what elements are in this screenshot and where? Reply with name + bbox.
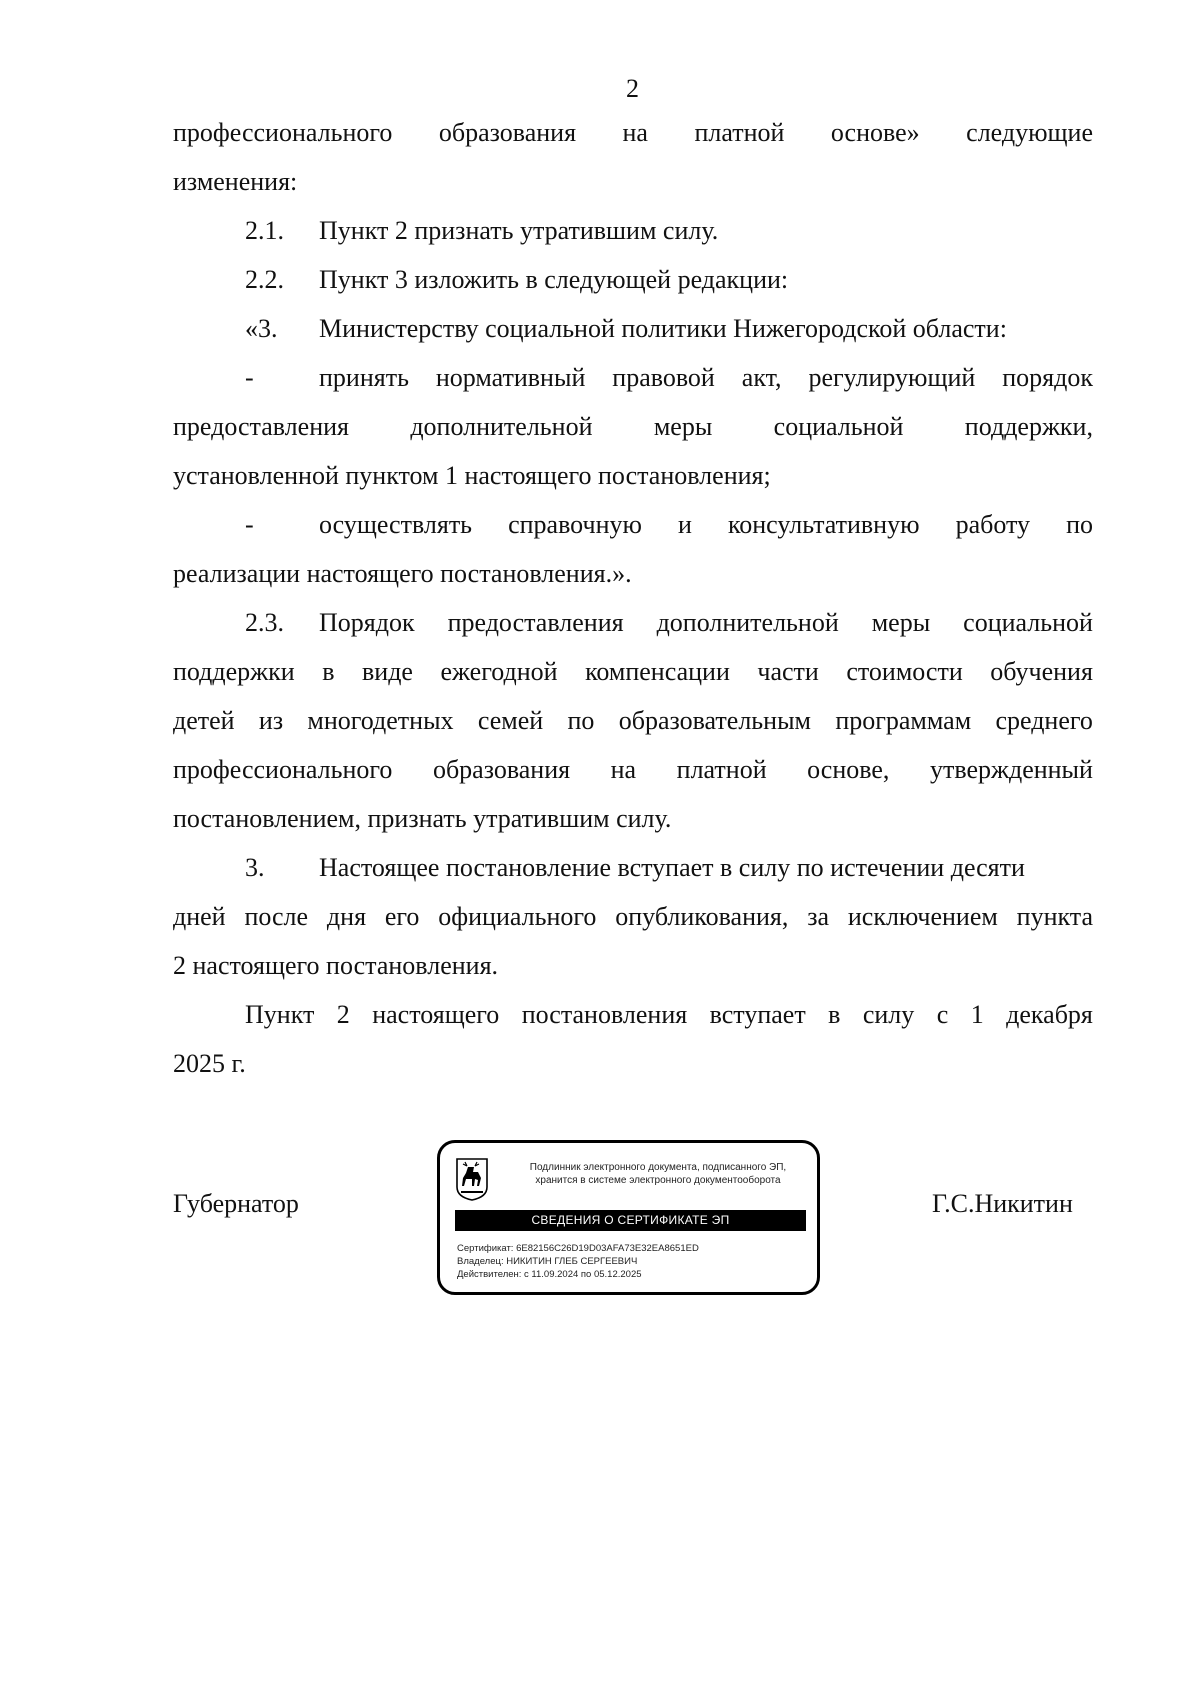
word: дней (173, 902, 226, 931)
word: дня (326, 902, 367, 931)
word: пункта (1016, 902, 1093, 931)
word: профессионального (173, 118, 393, 147)
item-text: Настоящее постановление вступает в силу по истечении десяти (319, 853, 1025, 882)
word: исключением (847, 902, 998, 931)
stamp-note: Подлинник электронного документа, подписанного ЭП, хранится в системе электронного документооборота (529, 1162, 787, 1186)
word: по (1066, 510, 1093, 539)
item-number: «3. (245, 314, 278, 343)
word: детей (173, 706, 235, 735)
word: программам (835, 706, 972, 735)
quoted-item-3 (173, 304, 1093, 353)
dash-marker: - (245, 510, 254, 539)
item-text: Министерству социальной политики Нижегородской области: (319, 314, 1007, 343)
word: Пункт (245, 1000, 315, 1029)
word: официального (438, 902, 597, 931)
dash-item-1-line-2 (173, 402, 1093, 451)
word: поддержки, (964, 412, 1093, 441)
dash-item-1-line-3: установленной пунктом 1 настоящего постановления; (173, 461, 771, 490)
word: на (610, 755, 637, 784)
word: принять (319, 363, 409, 392)
word: за (807, 902, 830, 931)
word: платной (694, 118, 785, 147)
item-2-3-line-3 (173, 696, 1093, 745)
certificate-number: Сертификат: 6E82156C26D19D03AFA73E32EA8651ED (457, 1243, 699, 1254)
item-2-3 (173, 598, 1093, 647)
word: среднего (995, 706, 1093, 735)
item-2-3-line-2 (173, 647, 1093, 696)
word: нормативный (435, 363, 586, 392)
word: на (622, 118, 648, 147)
item-2-2 (173, 255, 1093, 304)
word: настоящего (372, 1000, 500, 1029)
item-text: Пункт 2 признать утратившим силу. (319, 216, 719, 245)
justified-line (173, 647, 1093, 696)
word: утвержденный (929, 755, 1093, 784)
word: стоимости (846, 657, 963, 686)
word: акт, (741, 363, 782, 392)
word: в (322, 657, 335, 686)
word: регулирующий (808, 363, 976, 392)
word: поддержки (173, 657, 295, 686)
line-2: изменения: (173, 167, 298, 196)
item-number: 2.3. (245, 608, 284, 637)
justified-line (319, 598, 1093, 647)
item-2-3-line-5: постановлением, признать утратившим силу. (173, 804, 672, 833)
word: консультативную (727, 510, 920, 539)
justified-line (319, 353, 1093, 402)
word: дополнительной (656, 608, 839, 637)
word: основе» (830, 118, 920, 147)
word: многодетных (307, 706, 454, 735)
word: следующие (966, 118, 1093, 147)
word: образования (438, 118, 577, 147)
deer-emblem-icon (455, 1157, 489, 1201)
justified-line (173, 402, 1093, 451)
word: силу (862, 1000, 915, 1029)
certificate-owner: Владелец: НИКИТИН ГЛЕБ СЕРГЕЕВИЧ (457, 1256, 638, 1267)
word: постановления (521, 1000, 688, 1029)
word: обучения (990, 657, 1093, 686)
word: и (677, 510, 692, 539)
word: части (757, 657, 819, 686)
word: дополнительной (410, 412, 593, 441)
dash-item-2 (173, 500, 1093, 549)
dash-item-1 (173, 353, 1093, 402)
word: меры (653, 412, 713, 441)
word: предоставления (447, 608, 624, 637)
page-number: 2 (626, 74, 639, 103)
word: работу (955, 510, 1031, 539)
word: с (936, 1000, 949, 1029)
item-2-3-line-4 (173, 745, 1093, 794)
item-text: Пункт 3 изложить в следующей редакции: (319, 265, 789, 294)
justified-line (173, 108, 1093, 157)
word: образования (432, 755, 571, 784)
justified-line (245, 990, 1093, 1039)
word: социальной (963, 608, 1093, 637)
word: образовательным (618, 706, 811, 735)
word: ежегодной (440, 657, 558, 686)
word: платной (676, 755, 767, 784)
word: меры (871, 608, 931, 637)
word: компенсации (585, 657, 730, 686)
certificate-validity: Действителен: с 11.09.2024 по 05.12.2025 (457, 1269, 642, 1280)
item-4-line-2: 2025 г. (173, 1049, 246, 1078)
signatory-name: Г.С.Никитин (932, 1189, 1073, 1218)
word: его (384, 902, 420, 931)
word: правовой (612, 363, 715, 392)
word: виде (362, 657, 413, 686)
item-3-line-3: 2 настоящего постановления. (173, 951, 499, 980)
item-2-1 (173, 206, 1093, 255)
word: 1 (970, 1000, 984, 1029)
item-4 (173, 990, 1093, 1039)
justified-line (173, 696, 1093, 745)
justified-line (173, 745, 1093, 794)
word: опубликования, (615, 902, 789, 931)
word: декабря (1006, 1000, 1093, 1029)
item-3-line-2 (173, 892, 1093, 941)
word: основе, (807, 755, 890, 784)
word: порядок (1002, 363, 1093, 392)
dash-marker: - (245, 363, 254, 392)
word: в (828, 1000, 841, 1029)
word: из (258, 706, 284, 735)
word: предоставления (173, 412, 349, 441)
stamp-title-bar: СВЕДЕНИЯ О СЕРТИФИКАТЕ ЭП (455, 1210, 806, 1231)
word: вступает (709, 1000, 806, 1029)
electronic-signature-stamp (437, 1140, 820, 1295)
word: осуществлять (319, 510, 473, 539)
word: 2 (336, 1000, 350, 1029)
signatory-position: Губернатор (173, 1189, 299, 1218)
word: социальной (773, 412, 904, 441)
word: семей (477, 706, 544, 735)
justified-line (173, 892, 1093, 941)
document-body (173, 108, 1093, 1088)
word: справочную (508, 510, 642, 539)
word: профессионального (173, 755, 393, 784)
word: по (567, 706, 595, 735)
justified-line (319, 500, 1093, 549)
word: после (244, 902, 309, 931)
dash-item-2-line-2: реализации настоящего постановления.». (173, 559, 632, 588)
item-number: 2.2. (245, 265, 284, 294)
item-3 (173, 843, 1093, 892)
word: Порядок (319, 608, 415, 637)
item-number: 3. (245, 853, 265, 882)
line-1 (173, 108, 1093, 157)
item-number: 2.1. (245, 216, 284, 245)
